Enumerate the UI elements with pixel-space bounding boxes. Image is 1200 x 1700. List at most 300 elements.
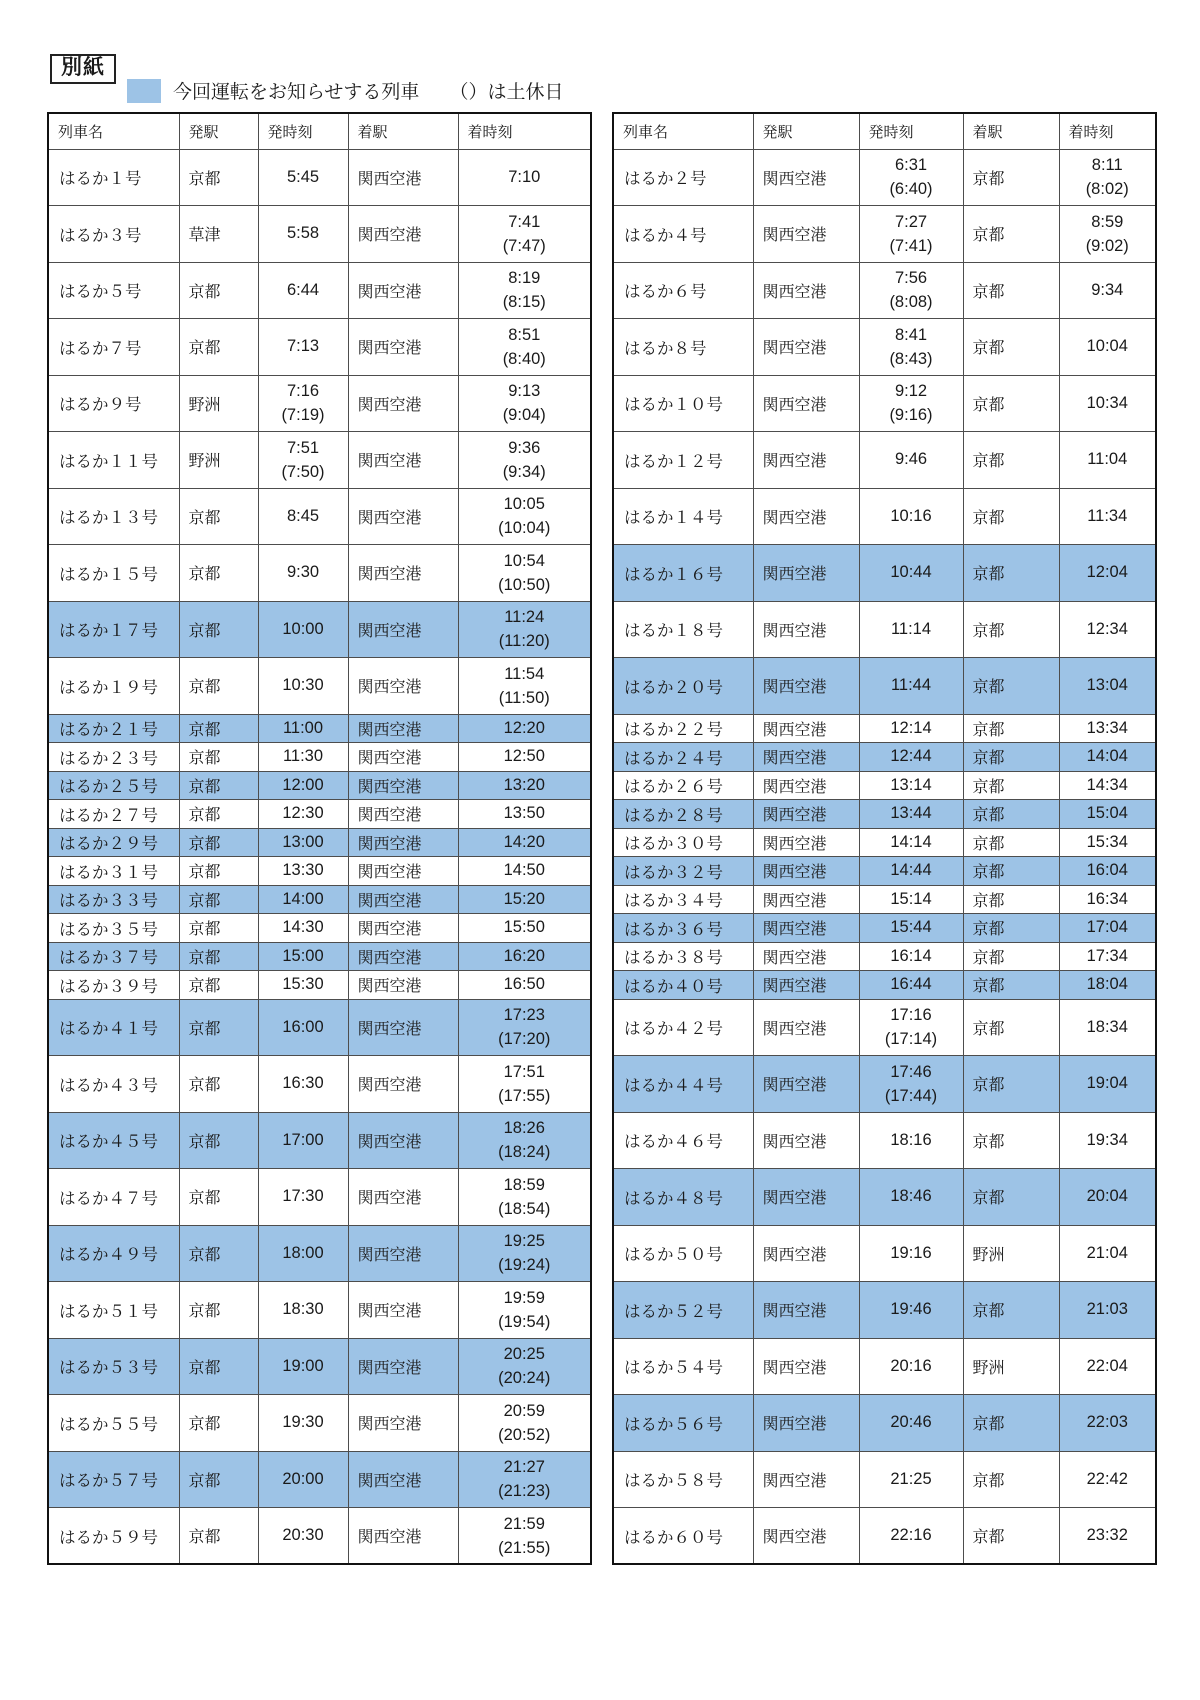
cell-arrival-station: 京都 bbox=[963, 1282, 1059, 1339]
cell-train-name: はるか１６号 bbox=[613, 545, 753, 602]
cell-departure-station: 京都 bbox=[179, 262, 258, 319]
cell-departure-station: 関西空港 bbox=[753, 601, 859, 658]
cell-arrival-time: 19:34 bbox=[1059, 1112, 1156, 1169]
table-row bbox=[613, 149, 1156, 206]
cell-arrival-station: 関西空港 bbox=[348, 432, 458, 489]
cell-departure-station: 関西空港 bbox=[753, 319, 859, 376]
cell-departure-station: 関西空港 bbox=[753, 1508, 859, 1565]
cell-arrival-time: 11:34 bbox=[1059, 488, 1156, 545]
cell-departure-time: 10:30 bbox=[258, 658, 348, 715]
cell-departure-station: 関西空港 bbox=[753, 800, 859, 829]
cell-train-name: はるか５１号 bbox=[48, 1282, 179, 1339]
cell-departure-station: 草津 bbox=[179, 206, 258, 263]
cell-arrival-time: 7:41 (7:47) bbox=[458, 206, 591, 263]
cell-arrival-time: 18:04 bbox=[1059, 971, 1156, 1000]
cell-departure-station: 関西空港 bbox=[753, 149, 859, 206]
cell-arrival-station: 関西空港 bbox=[348, 857, 458, 886]
cell-arrival-station: 関西空港 bbox=[348, 885, 458, 914]
table-row-highlighted bbox=[613, 743, 1156, 772]
cell-departure-time: 7:51 (7:50) bbox=[258, 432, 348, 489]
column-header: 着駅 bbox=[963, 113, 1059, 149]
cell-departure-time: 6:44 bbox=[258, 262, 348, 319]
cell-departure-time: 11:14 bbox=[859, 601, 963, 658]
cell-train-name: はるか４４号 bbox=[613, 1056, 753, 1113]
cell-departure-time: 13:00 bbox=[258, 828, 348, 857]
cell-train-name: はるか３１号 bbox=[48, 857, 179, 886]
legend-label: 今回運転をお知らせする列車 bbox=[173, 82, 420, 103]
cell-departure-time: 22:16 bbox=[859, 1508, 963, 1565]
cell-arrival-station: 京都 bbox=[963, 1112, 1059, 1169]
table-row bbox=[48, 743, 591, 772]
cell-departure-station: 関西空港 bbox=[753, 1056, 859, 1113]
cell-departure-station: 京都 bbox=[179, 800, 258, 829]
cell-departure-station: 京都 bbox=[179, 488, 258, 545]
table-row bbox=[48, 1056, 591, 1113]
cell-arrival-station: 京都 bbox=[963, 828, 1059, 857]
cell-train-name: はるか８号 bbox=[613, 319, 753, 376]
cell-arrival-time: 16:04 bbox=[1059, 857, 1156, 886]
cell-arrival-station: 関西空港 bbox=[348, 149, 458, 206]
cell-departure-time: 12:44 bbox=[859, 743, 963, 772]
cell-arrival-station: 関西空港 bbox=[348, 942, 458, 971]
cell-train-name: はるか２９号 bbox=[48, 828, 179, 857]
cell-arrival-time: 13:20 bbox=[458, 771, 591, 800]
cell-departure-station: 関西空港 bbox=[753, 1395, 859, 1452]
table-row-highlighted bbox=[48, 1338, 591, 1395]
cell-departure-time: 10:16 bbox=[859, 488, 963, 545]
cell-train-name: はるか２５号 bbox=[48, 771, 179, 800]
table-row-highlighted bbox=[613, 857, 1156, 886]
cell-departure-time: 11:44 bbox=[859, 658, 963, 715]
table-row-highlighted bbox=[48, 999, 591, 1056]
cell-train-name: はるか３４号 bbox=[613, 885, 753, 914]
cell-departure-station: 京都 bbox=[179, 601, 258, 658]
cell-departure-time: 19:16 bbox=[859, 1225, 963, 1282]
cell-arrival-station: 京都 bbox=[963, 658, 1059, 715]
table-row bbox=[48, 857, 591, 886]
cell-arrival-time: 17:04 bbox=[1059, 914, 1156, 943]
cell-train-name: はるか３９号 bbox=[48, 971, 179, 1000]
cell-departure-time: 9:12 (9:16) bbox=[859, 375, 963, 432]
cell-arrival-time: 11:24 (11:20) bbox=[458, 601, 591, 658]
table-row bbox=[48, 1169, 591, 1226]
column-header: 着駅 bbox=[348, 113, 458, 149]
cell-train-name: はるか３５号 bbox=[48, 914, 179, 943]
cell-arrival-time: 19:25 (19:24) bbox=[458, 1225, 591, 1282]
cell-arrival-station: 京都 bbox=[963, 1169, 1059, 1226]
cell-departure-station: 京都 bbox=[179, 828, 258, 857]
cell-arrival-station: 関西空港 bbox=[348, 1395, 458, 1452]
cell-train-name: はるか４０号 bbox=[613, 971, 753, 1000]
table-row-highlighted bbox=[48, 885, 591, 914]
cell-arrival-station: 関西空港 bbox=[348, 1056, 458, 1113]
cell-departure-time: 15:44 bbox=[859, 914, 963, 943]
cell-departure-time: 13:30 bbox=[258, 857, 348, 886]
table-row-highlighted bbox=[48, 942, 591, 971]
cell-arrival-station: 京都 bbox=[963, 432, 1059, 489]
cell-train-name: はるか４３号 bbox=[48, 1056, 179, 1113]
cell-departure-time: 11:30 bbox=[258, 743, 348, 772]
cell-departure-station: 京都 bbox=[179, 1508, 258, 1565]
cell-arrival-time: 21:03 bbox=[1059, 1282, 1156, 1339]
cell-train-name: はるか１０号 bbox=[613, 375, 753, 432]
cell-departure-station: 関西空港 bbox=[753, 432, 859, 489]
table-row-highlighted bbox=[48, 1112, 591, 1169]
cell-departure-station: 京都 bbox=[179, 1169, 258, 1226]
cell-arrival-time: 21:59 (21:55) bbox=[458, 1508, 591, 1565]
table-row bbox=[48, 1282, 591, 1339]
table-row bbox=[48, 432, 591, 489]
column-header: 発駅 bbox=[753, 113, 859, 149]
cell-departure-station: 関西空港 bbox=[753, 1282, 859, 1339]
cell-arrival-station: 関西空港 bbox=[348, 971, 458, 1000]
cell-departure-time: 19:00 bbox=[258, 1338, 348, 1395]
cell-departure-station: 関西空港 bbox=[753, 658, 859, 715]
cell-arrival-station: 京都 bbox=[963, 1508, 1059, 1565]
cell-departure-time: 19:30 bbox=[258, 1395, 348, 1452]
table-row bbox=[613, 432, 1156, 489]
cell-arrival-station: 関西空港 bbox=[348, 488, 458, 545]
cell-arrival-station: 関西空港 bbox=[348, 914, 458, 943]
cell-arrival-station: 関西空港 bbox=[348, 658, 458, 715]
cell-departure-time: 7:27 (7:41) bbox=[859, 206, 963, 263]
cell-departure-time: 6:31 (6:40) bbox=[859, 149, 963, 206]
cell-arrival-station: 関西空港 bbox=[348, 1225, 458, 1282]
cell-arrival-station: 関西空港 bbox=[348, 545, 458, 602]
cell-departure-time: 13:44 bbox=[859, 800, 963, 829]
table-row bbox=[613, 942, 1156, 971]
cell-arrival-time: 22:42 bbox=[1059, 1451, 1156, 1508]
cell-departure-time: 10:44 bbox=[859, 545, 963, 602]
cell-departure-time: 17:46 (17:44) bbox=[859, 1056, 963, 1113]
cell-arrival-station: 京都 bbox=[963, 857, 1059, 886]
cell-arrival-station: 関西空港 bbox=[348, 1282, 458, 1339]
column-header: 列車名 bbox=[48, 113, 179, 149]
cell-departure-time: 18:30 bbox=[258, 1282, 348, 1339]
cell-arrival-station: 関西空港 bbox=[348, 1112, 458, 1169]
table-row bbox=[613, 1225, 1156, 1282]
cell-train-name: はるか５５号 bbox=[48, 1395, 179, 1452]
table-row bbox=[48, 1508, 591, 1565]
table-row bbox=[613, 262, 1156, 319]
cell-train-name: はるか５号 bbox=[48, 262, 179, 319]
cell-departure-time: 12:30 bbox=[258, 800, 348, 829]
table-row bbox=[613, 601, 1156, 658]
cell-departure-time: 7:56 (8:08) bbox=[859, 262, 963, 319]
cell-train-name: はるか３３号 bbox=[48, 885, 179, 914]
cell-train-name: はるか５８号 bbox=[613, 1451, 753, 1508]
cell-train-name: はるか５７号 bbox=[48, 1451, 179, 1508]
cell-train-name: はるか１１号 bbox=[48, 432, 179, 489]
cell-arrival-time: 17:51 (17:55) bbox=[458, 1056, 591, 1113]
attachment-badge: 別紙 bbox=[50, 54, 116, 84]
table-row bbox=[48, 206, 591, 263]
cell-departure-station: 関西空港 bbox=[753, 999, 859, 1056]
cell-arrival-station: 京都 bbox=[963, 206, 1059, 263]
table-row bbox=[613, 1338, 1156, 1395]
cell-arrival-station: 京都 bbox=[963, 999, 1059, 1056]
cell-departure-station: 京都 bbox=[179, 942, 258, 971]
cell-departure-station: 京都 bbox=[179, 743, 258, 772]
table-row bbox=[613, 319, 1156, 376]
timetable-outbound bbox=[47, 112, 592, 1565]
column-header: 発時刻 bbox=[859, 113, 963, 149]
table-row-highlighted bbox=[48, 828, 591, 857]
cell-train-name: はるか５２号 bbox=[613, 1282, 753, 1339]
cell-train-name: はるか１８号 bbox=[613, 601, 753, 658]
cell-arrival-station: 京都 bbox=[963, 914, 1059, 943]
table-row bbox=[613, 828, 1156, 857]
table-row bbox=[48, 488, 591, 545]
cell-train-name: はるか３号 bbox=[48, 206, 179, 263]
table-row bbox=[613, 1451, 1156, 1508]
cell-departure-station: 関西空港 bbox=[753, 771, 859, 800]
cell-arrival-station: 関西空港 bbox=[348, 1169, 458, 1226]
cell-departure-time: 9:46 bbox=[859, 432, 963, 489]
table-row bbox=[48, 800, 591, 829]
cell-arrival-time: 12:34 bbox=[1059, 601, 1156, 658]
cell-departure-station: 関西空港 bbox=[753, 206, 859, 263]
cell-arrival-station: 京都 bbox=[963, 1395, 1059, 1452]
cell-train-name: はるか２２号 bbox=[613, 714, 753, 743]
cell-arrival-time: 20:59 (20:52) bbox=[458, 1395, 591, 1452]
cell-arrival-station: 京都 bbox=[963, 375, 1059, 432]
table-row bbox=[613, 771, 1156, 800]
cell-departure-time: 16:44 bbox=[859, 971, 963, 1000]
cell-arrival-time: 13:04 bbox=[1059, 658, 1156, 715]
cell-train-name: はるか４５号 bbox=[48, 1112, 179, 1169]
column-header: 発時刻 bbox=[258, 113, 348, 149]
table-row bbox=[613, 885, 1156, 914]
cell-arrival-time: 21:27 (21:23) bbox=[458, 1451, 591, 1508]
cell-arrival-time: 15:20 bbox=[458, 885, 591, 914]
cell-departure-station: 京都 bbox=[179, 771, 258, 800]
cell-departure-station: 京都 bbox=[179, 914, 258, 943]
table-row bbox=[48, 149, 591, 206]
cell-train-name: はるか５９号 bbox=[48, 1508, 179, 1565]
table-row bbox=[613, 206, 1156, 263]
cell-train-name: はるか１９号 bbox=[48, 658, 179, 715]
cell-departure-station: 関西空港 bbox=[753, 885, 859, 914]
table-row bbox=[613, 999, 1156, 1056]
cell-departure-time: 7:13 bbox=[258, 319, 348, 376]
cell-arrival-time: 12:04 bbox=[1059, 545, 1156, 602]
cell-departure-station: 関西空港 bbox=[753, 1451, 859, 1508]
cell-train-name: はるか２７号 bbox=[48, 800, 179, 829]
cell-departure-time: 14:30 bbox=[258, 914, 348, 943]
cell-departure-time: 16:30 bbox=[258, 1056, 348, 1113]
table-row bbox=[613, 714, 1156, 743]
cell-arrival-time: 20:04 bbox=[1059, 1169, 1156, 1226]
cell-arrival-time: 14:20 bbox=[458, 828, 591, 857]
cell-arrival-time: 15:50 bbox=[458, 914, 591, 943]
cell-arrival-station: 京都 bbox=[963, 149, 1059, 206]
cell-arrival-station: 関西空港 bbox=[348, 1451, 458, 1508]
cell-arrival-station: 京都 bbox=[963, 971, 1059, 1000]
table-row-highlighted bbox=[613, 971, 1156, 1000]
cell-departure-time: 21:25 bbox=[859, 1451, 963, 1508]
cell-departure-time: 8:45 bbox=[258, 488, 348, 545]
cell-arrival-time: 16:34 bbox=[1059, 885, 1156, 914]
cell-arrival-time: 12:50 bbox=[458, 743, 591, 772]
cell-departure-station: 関西空港 bbox=[753, 375, 859, 432]
table-row bbox=[613, 375, 1156, 432]
column-header: 列車名 bbox=[613, 113, 753, 149]
cell-arrival-station: 関西空港 bbox=[348, 601, 458, 658]
cell-arrival-station: 野洲 bbox=[963, 1225, 1059, 1282]
cell-departure-station: 京都 bbox=[179, 545, 258, 602]
cell-departure-time: 20:46 bbox=[859, 1395, 963, 1452]
cell-arrival-station: 京都 bbox=[963, 601, 1059, 658]
cell-departure-station: 関西空港 bbox=[753, 942, 859, 971]
cell-departure-station: 関西空港 bbox=[753, 1225, 859, 1282]
cell-arrival-time: 17:34 bbox=[1059, 942, 1156, 971]
cell-arrival-time: 22:04 bbox=[1059, 1338, 1156, 1395]
cell-departure-station: 京都 bbox=[179, 971, 258, 1000]
table-row-highlighted bbox=[48, 1451, 591, 1508]
table-row bbox=[48, 971, 591, 1000]
cell-arrival-time: 18:26 (18:24) bbox=[458, 1112, 591, 1169]
cell-arrival-station: 京都 bbox=[963, 800, 1059, 829]
cell-train-name: はるか６０号 bbox=[613, 1508, 753, 1565]
table-row bbox=[48, 914, 591, 943]
cell-departure-station: 関西空港 bbox=[753, 1338, 859, 1395]
cell-arrival-time: 8:59 (9:02) bbox=[1059, 206, 1156, 263]
cell-arrival-time: 14:04 bbox=[1059, 743, 1156, 772]
cell-arrival-time: 14:50 bbox=[458, 857, 591, 886]
cell-departure-station: 京都 bbox=[179, 1395, 258, 1452]
cell-train-name: はるか３６号 bbox=[613, 914, 753, 943]
table-row-highlighted bbox=[613, 1282, 1156, 1339]
cell-departure-time: 14:44 bbox=[859, 857, 963, 886]
cell-arrival-station: 京都 bbox=[963, 885, 1059, 914]
table-row bbox=[48, 375, 591, 432]
cell-departure-station: 野洲 bbox=[179, 432, 258, 489]
cell-departure-time: 14:00 bbox=[258, 885, 348, 914]
cell-arrival-station: 野洲 bbox=[963, 1338, 1059, 1395]
table-row-highlighted bbox=[613, 1169, 1156, 1226]
cell-arrival-station: 関西空港 bbox=[348, 262, 458, 319]
cell-departure-time: 14:14 bbox=[859, 828, 963, 857]
cell-arrival-time: 22:03 bbox=[1059, 1395, 1156, 1452]
cell-departure-station: 関西空港 bbox=[753, 1169, 859, 1226]
cell-departure-time: 18:00 bbox=[258, 1225, 348, 1282]
cell-departure-station: 京都 bbox=[179, 714, 258, 743]
cell-departure-station: 関西空港 bbox=[753, 262, 859, 319]
cell-arrival-time: 12:20 bbox=[458, 714, 591, 743]
cell-train-name: はるか２４号 bbox=[613, 743, 753, 772]
cell-train-name: はるか２６号 bbox=[613, 771, 753, 800]
cell-train-name: はるか２１号 bbox=[48, 714, 179, 743]
table-row bbox=[48, 262, 591, 319]
cell-arrival-time: 19:59 (19:54) bbox=[458, 1282, 591, 1339]
cell-arrival-time: 9:36 (9:34) bbox=[458, 432, 591, 489]
table-row bbox=[613, 488, 1156, 545]
cell-departure-station: 京都 bbox=[179, 149, 258, 206]
cell-departure-time: 8:41 (8:43) bbox=[859, 319, 963, 376]
cell-departure-time: 15:14 bbox=[859, 885, 963, 914]
table-row-highlighted bbox=[613, 914, 1156, 943]
cell-train-name: はるか２０号 bbox=[613, 658, 753, 715]
table-row-highlighted bbox=[613, 800, 1156, 829]
cell-departure-time: 5:45 bbox=[258, 149, 348, 206]
cell-train-name: はるか４７号 bbox=[48, 1169, 179, 1226]
cell-arrival-time: 18:34 bbox=[1059, 999, 1156, 1056]
table-row-highlighted bbox=[48, 601, 591, 658]
cell-arrival-station: 関西空港 bbox=[348, 714, 458, 743]
cell-train-name: はるか２号 bbox=[613, 149, 753, 206]
cell-arrival-station: 京都 bbox=[963, 743, 1059, 772]
cell-departure-station: 京都 bbox=[179, 658, 258, 715]
cell-arrival-time: 9:34 bbox=[1059, 262, 1156, 319]
table-row-highlighted bbox=[613, 1056, 1156, 1113]
cell-arrival-time: 10:54 (10:50) bbox=[458, 545, 591, 602]
cell-departure-time: 17:30 bbox=[258, 1169, 348, 1226]
cell-arrival-station: 関西空港 bbox=[348, 771, 458, 800]
cell-train-name: はるか１７号 bbox=[48, 601, 179, 658]
cell-arrival-station: 京都 bbox=[963, 545, 1059, 602]
cell-arrival-time: 23:32 bbox=[1059, 1508, 1156, 1565]
cell-departure-time: 19:46 bbox=[859, 1282, 963, 1339]
cell-departure-time: 20:00 bbox=[258, 1451, 348, 1508]
header-row bbox=[613, 113, 1156, 149]
cell-train-name: はるか９号 bbox=[48, 375, 179, 432]
cell-train-name: はるか２８号 bbox=[613, 800, 753, 829]
header-row bbox=[48, 113, 591, 149]
cell-train-name: はるか５０号 bbox=[613, 1225, 753, 1282]
cell-arrival-station: 京都 bbox=[963, 319, 1059, 376]
cell-departure-station: 京都 bbox=[179, 1056, 258, 1113]
cell-train-name: はるか１５号 bbox=[48, 545, 179, 602]
cell-departure-station: 関西空港 bbox=[753, 488, 859, 545]
timetable-inbound bbox=[612, 112, 1157, 1565]
cell-departure-time: 16:00 bbox=[258, 999, 348, 1056]
cell-arrival-station: 関西空港 bbox=[348, 800, 458, 829]
cell-arrival-station: 関西空港 bbox=[348, 1338, 458, 1395]
cell-train-name: はるか１４号 bbox=[613, 488, 753, 545]
column-header: 発駅 bbox=[179, 113, 258, 149]
cell-departure-station: 関西空港 bbox=[753, 1112, 859, 1169]
cell-arrival-time: 17:23 (17:20) bbox=[458, 999, 591, 1056]
column-header: 着時刻 bbox=[458, 113, 591, 149]
cell-arrival-station: 関西空港 bbox=[348, 1508, 458, 1565]
table-row bbox=[48, 545, 591, 602]
cell-arrival-station: 京都 bbox=[963, 262, 1059, 319]
cell-departure-station: 京都 bbox=[179, 999, 258, 1056]
cell-train-name: はるか３８号 bbox=[613, 942, 753, 971]
table-row bbox=[48, 1395, 591, 1452]
table-row-highlighted bbox=[48, 1225, 591, 1282]
table-row-highlighted bbox=[48, 714, 591, 743]
cell-departure-time: 18:16 bbox=[859, 1112, 963, 1169]
table-row-highlighted bbox=[613, 1395, 1156, 1452]
legend-note: （）は土休日 bbox=[449, 82, 564, 103]
cell-departure-time: 15:30 bbox=[258, 971, 348, 1000]
cell-arrival-time: 18:59 (18:54) bbox=[458, 1169, 591, 1226]
cell-arrival-station: 関西空港 bbox=[348, 828, 458, 857]
cell-arrival-station: 京都 bbox=[963, 771, 1059, 800]
cell-train-name: はるか３０号 bbox=[613, 828, 753, 857]
cell-arrival-time: 19:04 bbox=[1059, 1056, 1156, 1113]
cell-arrival-time: 8:19 (8:15) bbox=[458, 262, 591, 319]
cell-arrival-station: 京都 bbox=[963, 1451, 1059, 1508]
cell-arrival-station: 関西空港 bbox=[348, 743, 458, 772]
cell-departure-station: 京都 bbox=[179, 885, 258, 914]
cell-train-name: はるか４２号 bbox=[613, 999, 753, 1056]
cell-departure-station: 京都 bbox=[179, 1282, 258, 1339]
cell-departure-time: 20:30 bbox=[258, 1508, 348, 1565]
cell-departure-time: 15:00 bbox=[258, 942, 348, 971]
